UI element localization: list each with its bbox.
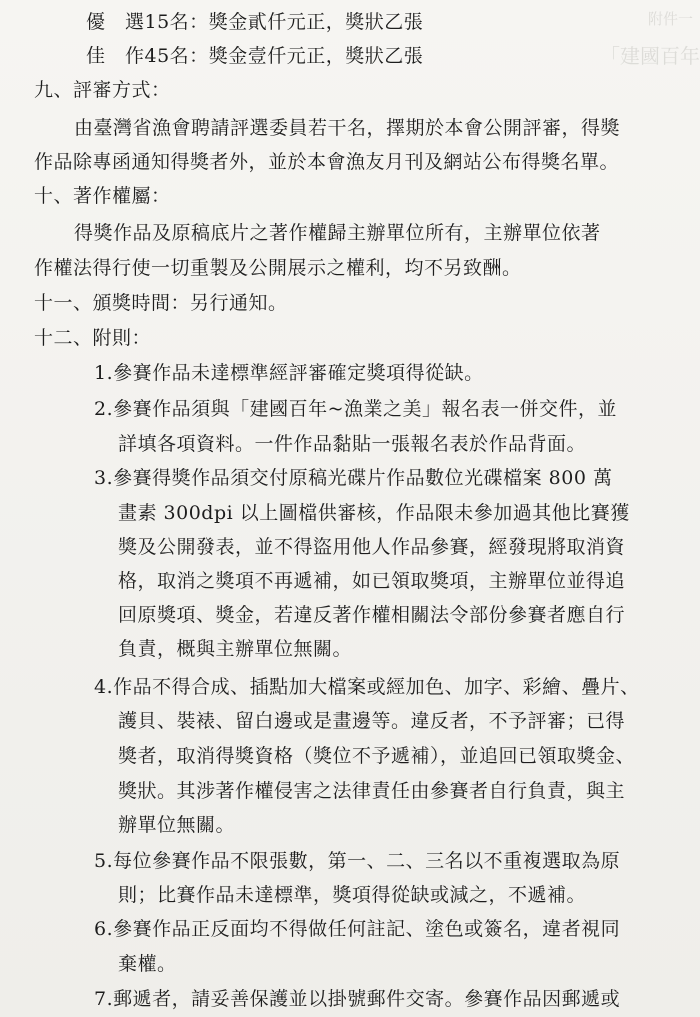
paragraph-line: 作權法得行使一切重製及公開展示之權利，均不另致酬。 [34,257,522,279]
rule-line: 棄權。 [118,953,177,975]
rule-line: 護貝、裝裱、留白邊或是畫邊等。違反者，不予評審；已得 [118,710,626,732]
rule-item-1 [94,361,484,385]
paragraph-line: 作品除專函通知得獎者外，並於本會漁友月刊及網站公布得獎名單。 [34,151,620,173]
award-line-excellent [86,10,423,34]
section-heading-copyright: 十、著作權屬： [34,185,171,207]
bleed-through-mark: 附件一 [648,10,694,28]
rule-number: 6. [94,918,114,940]
award-line-honorable [86,44,423,68]
section-heading-judging: 九、評審方式： [34,79,171,101]
section-heading-ceremony: 十一、頒獎時間：另行通知。 [34,292,288,314]
rule-line: 郵遞者，請妥善保護並以掛號郵件交寄。參賽作品因郵遞或 [113,988,621,1010]
rule-number: 3. [94,467,114,489]
rule-line: 獎者，取消得獎資格（獎位不予遞補），並追回已領取獎金、 [118,745,636,767]
rule-number: 1. [94,362,114,384]
award-prize: 獎金壹仟元正，獎狀乙張 [208,45,424,67]
award-rank: 優 選15名： [86,11,209,33]
rule-line: 畫素 300dpi 以上圖檔供審核，作品限未參加過其他比賽獲 [118,502,630,524]
rule-line: 參賽作品未達標準經評審確定獎項得從缺。 [113,362,484,384]
rule-line: 負責，概與主辦單位無關。 [118,638,353,660]
rule-line: 獎狀。其涉著作權侵害之法律責任由參賽者自行負責，與主 [118,780,626,802]
award-rank: 佳 作45名： [86,45,209,67]
rule-number: 4. [94,676,114,698]
rule-item-2 [94,397,617,421]
rule-line: 每位參賽作品不限張數，第一、二、三名以不重複選取為原 [113,850,621,872]
rule-item-6 [94,917,620,941]
rule-line: 參賽作品正反面均不得做任何註記、塗色或簽名，違者視同 [113,918,621,940]
paragraph-line: 由臺灣省漁會聘請評選委員若干名，擇期於本會公開評審，得獎 [74,117,621,139]
paragraph-line: 得獎作品及原稿底片之著作權歸主辦單位所有，主辦單位依著 [74,222,601,244]
rule-line: 辦單位無關。 [118,814,236,836]
rule-item-4 [94,675,640,699]
rule-line: 參賽作品須與「建國百年~漁業之美」報名表一併交件，並 [113,398,618,420]
rule-number: 5. [94,850,114,872]
award-prize: 獎金貳仟元正，獎狀乙張 [208,11,424,33]
rule-line: 參賽得獎作品須交付原稿光碟片作品數位光碟檔案 800 萬 [113,467,613,489]
rule-line: 獎及公開發表，並不得盜用他人作品參賽，經發現將取消資 [118,536,626,558]
bleed-through-mark: 「建國百年 [600,44,700,68]
rule-line: 則；比賽作品未達標準，獎項得從缺或減之，不遞補。 [118,884,587,906]
rule-line: 格，取消之獎項不再遞補，如已領取獎項，主辦單位並得追 [118,570,626,592]
rule-line: 回原獎項、獎金，若違反著作權相關法令部份參賽者應自行 [118,604,626,626]
section-heading-rules: 十二、附則： [34,327,152,349]
rule-number: 7. [94,988,114,1010]
rule-item-5 [94,849,620,873]
rule-line: 作品不得合成、插點加大檔案或經加色、加字、彩繪、疊片、 [113,676,640,698]
rule-item-3 [94,466,613,490]
rule-item-7 [94,987,620,1011]
rule-line: 詳填各項資料。一件作品黏貼一張報名表於作品背面。 [118,433,587,455]
rule-number: 2. [94,398,114,420]
